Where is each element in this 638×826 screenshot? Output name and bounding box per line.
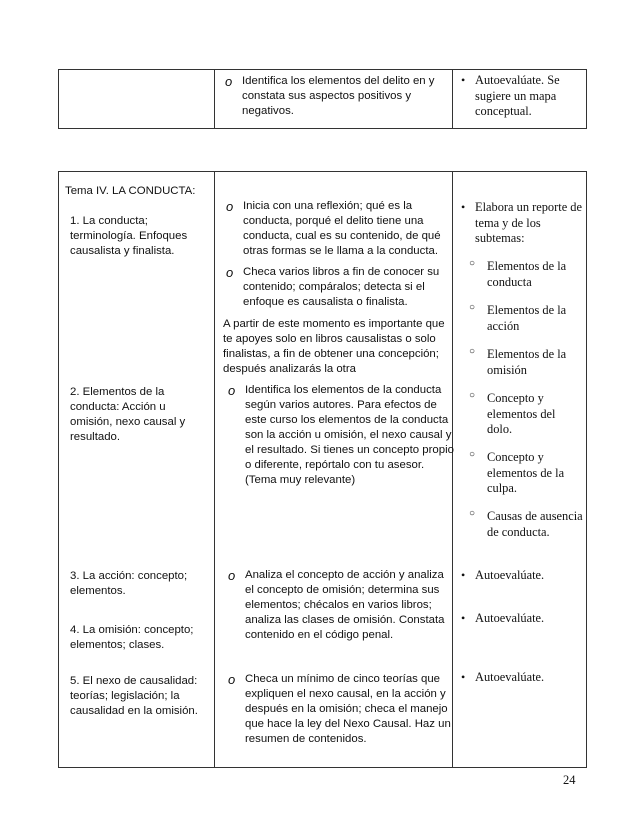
evaluation-cell xyxy=(453,70,587,129)
activity-item-3: o Identifica los elementos de la conducta según varios autores. Para efectos de este curso los elementos de la conducta son la acción u omisión, el nexo causal y el resultado. Si tienes un concepto propio o diferente, repórtalo con tu asesor. (Tema muy relevante) xyxy=(228,383,454,486)
activity-item-4: o Analiza el concepto de acción y analiza el concepto de omisión; determina sus elementos; chécalos en varios libros; analiza las clases de omisión. Constata contenido en el código penal. xyxy=(228,568,445,641)
bullet-icon: • xyxy=(461,73,466,87)
circle-bullet-icon: o xyxy=(225,74,233,89)
bullet-icon: • xyxy=(461,611,466,625)
self-eval-2: • Autoevalúate. xyxy=(461,611,545,625)
circle-bullet-icon: o xyxy=(226,265,234,280)
report-item-1: ○ Elementos de la conducta xyxy=(469,258,567,289)
topics-cell xyxy=(59,172,215,768)
report-item-5: ○ Concepto y elementos de la culpa. xyxy=(469,449,565,495)
bullet-icon: • xyxy=(461,568,466,582)
activity-item-5: o Checa un mínimo de cinco teorías que expliquen el nexo causal, en la acción y después en la omisión; checa el manejo que hace la ley del Nexo Causal. Haz un resumen de contenidos. xyxy=(228,672,451,745)
subtopic-5: 5. El nexo de causalidad: teorías; legislación; la causalidad en la omisión. xyxy=(70,675,198,717)
page-number: 24 xyxy=(563,773,576,787)
circle-sub-bullet-icon: ○ xyxy=(469,258,476,269)
self-eval-1: • Autoevalúate. xyxy=(461,568,545,582)
circle-bullet-icon: o xyxy=(228,672,236,687)
empty-cell xyxy=(59,70,215,129)
tema-title: Tema IV. LA CONDUCTA: xyxy=(65,185,196,197)
report-item-2: ○ Elementos de la acción xyxy=(469,302,567,333)
circle-bullet-icon: o xyxy=(226,199,234,214)
bullet-icon: • xyxy=(461,670,466,684)
activity-item-1: o Inicia con una reflexión; qué es la conducta, porqué el delito tiene una conducta, cual es su contenido, de qué otras formas se le llama a la conducta. xyxy=(226,199,441,257)
table-top-fragment xyxy=(58,69,587,129)
table-tema-iv xyxy=(58,171,587,768)
evaluation-cell xyxy=(453,172,587,768)
circle-sub-bullet-icon: ○ xyxy=(469,449,476,460)
self-eval-3: • Autoevalúate. xyxy=(461,670,545,684)
subtopic-2: 2. Elementos de la conducta: Acción u omisión, nexo causal y resultado. xyxy=(70,386,186,443)
subtopic-1: 1. La conducta; terminología. Enfoques causalista y finalista. xyxy=(70,215,188,257)
report-item-3: ○ Elementos de la omisión xyxy=(469,346,567,377)
activities-cell xyxy=(215,172,453,768)
report-item-6: ○ Causas de ausencia de conducta. xyxy=(469,508,583,539)
activity-cell xyxy=(215,70,453,129)
circle-bullet-icon: o xyxy=(228,383,236,398)
activity-item-2: o Checa varios libros a fin de conocer su contenido; compáralos; detecta si el enfoque es causalista o finalista. xyxy=(226,265,440,308)
circle-sub-bullet-icon: ○ xyxy=(469,302,476,313)
circle-sub-bullet-icon: ○ xyxy=(469,346,476,357)
report-intro: • Elabora un reporte de tema y de los subtemas: xyxy=(461,200,582,245)
report-item-4: ○ Concepto y elementos del dolo. xyxy=(469,390,556,436)
subtopic-3: 3. La acción: concepto; elementos. xyxy=(70,570,188,597)
circle-bullet-icon: o xyxy=(228,568,236,583)
circle-sub-bullet-icon: ○ xyxy=(469,390,476,401)
activity-item: o Identifica los elementos del delito en y constata sus aspectos positivos y negativos. xyxy=(225,74,435,117)
circle-sub-bullet-icon: ○ xyxy=(469,508,476,519)
evaluation-item: • Autoevalúate. Se sugiere un mapa conceptual. xyxy=(461,73,560,118)
subtopic-4: 4. La omisión: concepto; elementos; clases. xyxy=(70,624,194,651)
note-text: A partir de este momento es importante que te apoyes solo en libros causalistas o solo finalistas, a fin de obtener una concepción; después analizarás la otra xyxy=(223,318,445,375)
bullet-icon: • xyxy=(461,200,466,214)
